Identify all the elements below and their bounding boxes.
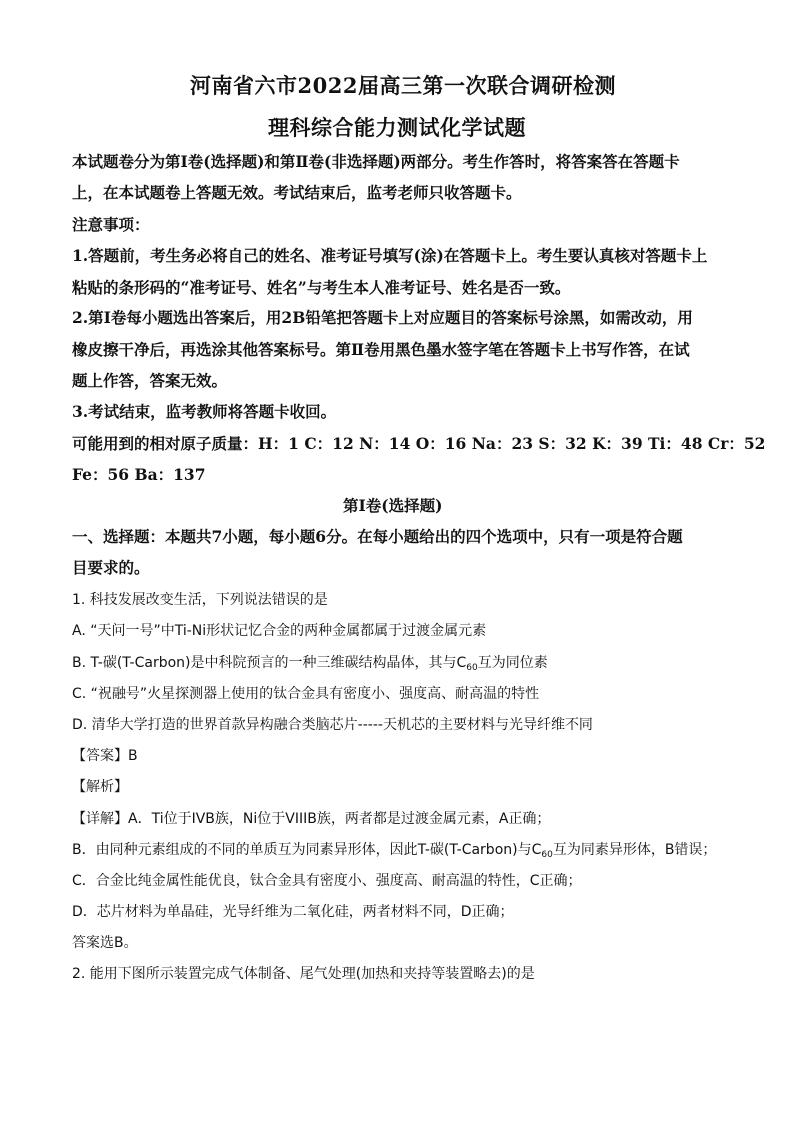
note-1-line-2: 粘贴的条形码的“准考证号、姓名”与考生本人准考证号、姓名是否一致。 (72, 278, 571, 297)
q2-stem: 2. 能用下图所示装置完成气体制备、尾气处理(加热和夹持等装置略去)的是 (72, 966, 535, 982)
note-2-line-3: 题上作答，答案无效。 (72, 371, 228, 390)
note-3: 3.考试结束，监考教师将答题卡收回。 (72, 402, 337, 421)
q1-detail-c: C．合金比纯金属性能优良，钛合金具有密度小、强度高、耐高温的特性，C正确； (72, 873, 582, 889)
q1-option-b-subscript: 60 (466, 663, 478, 673)
atomic-mass-line-2: Fe：56 Ba：137 (72, 465, 206, 484)
intro-line-1: 本试题卷分为第Ⅰ卷(选择题)和第Ⅱ卷(非选择题)两部分。考生作答时，将答案答在答题卡 (72, 152, 680, 171)
q1-detail-a: 【详解】A．Ti位于IVB族，Ni位于VIIIB族，两者都是过渡金属元素，A正确； (72, 811, 551, 827)
page-title: 河南省六市2022届高三第一次联合调研检测 (190, 73, 616, 98)
q1-option-d: D. 清华大学打造的世界首款异构融合类脑芯片-----天机芯的主要材料与光导纤维不同 (72, 717, 593, 733)
q1-option-c: C. “祝融号”火星探测器上使用的钛合金具有密度小、强度高、耐高温的特性 (72, 686, 540, 702)
note-2-line-1: 2.第Ⅰ卷每小题选出答案后，用2B铅笔把答题卡上对应题目的答案标号涂黑，如需改动，用 (72, 308, 693, 327)
q1-detail-b (72, 839, 716, 860)
note-2-line-2: 橡皮擦干净后，再选涂其他答案标号。第Ⅱ卷用黑色墨水签字笔在答题卡上书写作答，在试 (72, 340, 690, 359)
q1-option-a: A. “天问一号”中Ti-Ni形状记忆合金的两种金属都属于过渡金属元素 (72, 623, 487, 639)
q1-stem: 1. 科技发展改变生活，下列说法错误的是 (72, 592, 328, 608)
intro-line-2: 上，在本试题卷上答题无效。考试结束后，监考老师只收答题卡。 (72, 183, 522, 202)
section-instruction-1: 一、选择题：本题共7小题，每小题6分。在每小题给出的四个选项中，只有一项是符合题 (72, 527, 683, 546)
q1-detail-b-text: B．由同种元素组成的不同的单质互为同素异形体，因此T-碳(T-Carbon)与C (72, 842, 542, 858)
q1-option-b-text: B. T-碳(T-Carbon)是中科院预言的一种三维碳结构晶体，其与C (72, 655, 467, 671)
notes-heading: 注意事项： (72, 215, 150, 234)
q1-detail-d: D．芯片材料为单晶硅，光导纤维为二氧化硅，两者材料不同，D正确； (72, 904, 514, 920)
q1-answer: 【答案】B (72, 748, 138, 764)
note-1-line-1: 1.答题前，考生务必将自己的姓名、准考证号填写(涂)在答题卡上。考生要认真核对答题卡上 (72, 246, 708, 265)
atomic-mass-line-1: 可能用到的相对原子质量：H：1 C：12 N：14 O：16 Na：23 S：32 K：39 Ti：48 Cr：52 (72, 434, 766, 453)
q1-detail-b-tail: 互为同素异形体，B错误； (552, 842, 717, 858)
q1-option-b-tail: 互为同位素 (477, 655, 548, 671)
q1-detail-b-subscript: 60 (541, 850, 553, 860)
section-instruction-2: 目要求的。 (72, 558, 150, 577)
page-subtitle: 理科综合能力测试化学试题 (268, 115, 526, 140)
q1-analysis-label: 【解析】 (72, 779, 128, 795)
section-heading: 第Ⅰ卷(选择题) (343, 496, 443, 515)
q1-conclusion: 答案选B。 (72, 935, 138, 951)
q1-option-b (72, 652, 548, 673)
